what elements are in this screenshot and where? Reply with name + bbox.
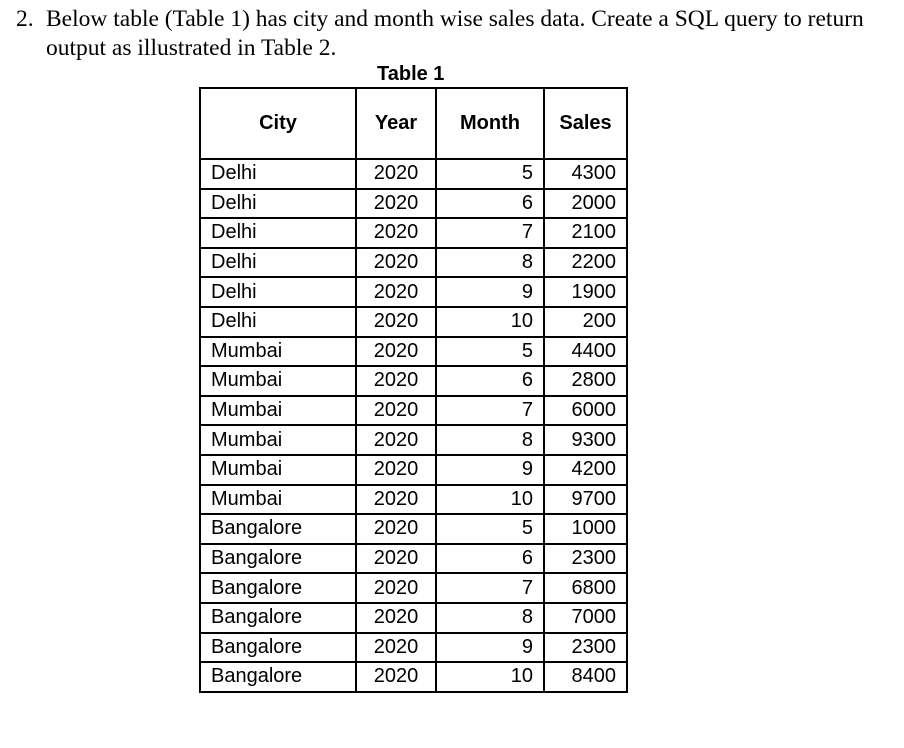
question-text-line-2: output as illustrated in Table 2. [46, 35, 337, 61]
cell-month: 9 [436, 455, 544, 485]
cell-year: 2020 [356, 307, 436, 337]
table-row [200, 544, 627, 574]
cell-year: 2020 [356, 337, 436, 367]
table-row [200, 248, 627, 278]
cell-city: Delhi [200, 189, 356, 219]
cell-city: Bangalore [200, 514, 356, 544]
cell-month: 6 [436, 366, 544, 396]
cell-month: 10 [436, 485, 544, 515]
cell-city: Delhi [200, 307, 356, 337]
column-header-city: City [200, 88, 356, 159]
cell-month: 7 [436, 396, 544, 426]
table-header-row [200, 88, 627, 159]
cell-month: 5 [436, 159, 544, 189]
cell-sales: 200 [544, 307, 627, 337]
cell-city: Bangalore [200, 633, 356, 663]
cell-city: Delhi [200, 218, 356, 248]
table-row [200, 396, 627, 426]
cell-year: 2020 [356, 544, 436, 574]
cell-city: Delhi [200, 159, 356, 189]
table-body [200, 159, 627, 692]
cell-year: 2020 [356, 159, 436, 189]
cell-month: 6 [436, 189, 544, 219]
cell-sales: 2300 [544, 544, 627, 574]
cell-sales: 4400 [544, 337, 627, 367]
cell-sales: 2200 [544, 248, 627, 278]
cell-year: 2020 [356, 366, 436, 396]
table-row [200, 603, 627, 633]
cell-sales: 9300 [544, 425, 627, 455]
cell-year: 2020 [356, 603, 436, 633]
table-row [200, 425, 627, 455]
table-row [200, 514, 627, 544]
table-row [200, 307, 627, 337]
cell-year: 2020 [356, 485, 436, 515]
cell-year: 2020 [356, 396, 436, 426]
table-caption: Table 1 [377, 63, 445, 85]
cell-year: 2020 [356, 455, 436, 485]
table-row [200, 633, 627, 663]
cell-sales: 2800 [544, 366, 627, 396]
cell-year: 2020 [356, 189, 436, 219]
cell-sales: 4300 [544, 159, 627, 189]
cell-sales: 2100 [544, 218, 627, 248]
cell-month: 8 [436, 603, 544, 633]
sales-table [199, 87, 628, 693]
cell-month: 7 [436, 218, 544, 248]
cell-sales: 6800 [544, 573, 627, 603]
cell-sales: 1900 [544, 277, 627, 307]
cell-month: 8 [436, 248, 544, 278]
cell-city: Delhi [200, 248, 356, 278]
cell-year: 2020 [356, 662, 436, 692]
cell-city: Bangalore [200, 662, 356, 692]
table-row [200, 337, 627, 367]
question-text-line-1: Below table (Table 1) has city and month wise sales data. Create a SQL query to return [46, 6, 864, 32]
table-row [200, 159, 627, 189]
cell-year: 2020 [356, 573, 436, 603]
cell-year: 2020 [356, 514, 436, 544]
cell-month: 10 [436, 662, 544, 692]
cell-year: 2020 [356, 425, 436, 455]
cell-month: 10 [436, 307, 544, 337]
cell-sales: 8400 [544, 662, 627, 692]
cell-month: 8 [436, 425, 544, 455]
cell-city: Mumbai [200, 455, 356, 485]
cell-sales: 2000 [544, 189, 627, 219]
cell-city: Mumbai [200, 425, 356, 455]
cell-month: 9 [436, 633, 544, 663]
cell-sales: 9700 [544, 485, 627, 515]
cell-city: Mumbai [200, 396, 356, 426]
cell-sales: 6000 [544, 396, 627, 426]
table-row [200, 573, 627, 603]
cell-sales: 7000 [544, 603, 627, 633]
table-row [200, 662, 627, 692]
column-header-year: Year [356, 88, 436, 159]
cell-month: 5 [436, 337, 544, 367]
cell-year: 2020 [356, 218, 436, 248]
cell-sales: 2300 [544, 633, 627, 663]
cell-city: Bangalore [200, 603, 356, 633]
table-row [200, 455, 627, 485]
cell-city: Mumbai [200, 337, 356, 367]
cell-month: 6 [436, 544, 544, 574]
cell-city: Mumbai [200, 485, 356, 515]
cell-sales: 1000 [544, 514, 627, 544]
table-container [199, 87, 628, 693]
cell-city: Bangalore [200, 573, 356, 603]
cell-sales: 4200 [544, 455, 627, 485]
cell-city: Delhi [200, 277, 356, 307]
cell-year: 2020 [356, 277, 436, 307]
table-row [200, 277, 627, 307]
cell-month: 9 [436, 277, 544, 307]
column-header-month: Month [436, 88, 544, 159]
cell-city: Mumbai [200, 366, 356, 396]
cell-year: 2020 [356, 633, 436, 663]
cell-month: 5 [436, 514, 544, 544]
table-row [200, 218, 627, 248]
table-row [200, 189, 627, 219]
cell-city: Bangalore [200, 544, 356, 574]
cell-year: 2020 [356, 248, 436, 278]
cell-month: 7 [436, 573, 544, 603]
table-row [200, 485, 627, 515]
question-number: 2. [16, 6, 34, 32]
table-row [200, 366, 627, 396]
column-header-sales: Sales [544, 88, 627, 159]
